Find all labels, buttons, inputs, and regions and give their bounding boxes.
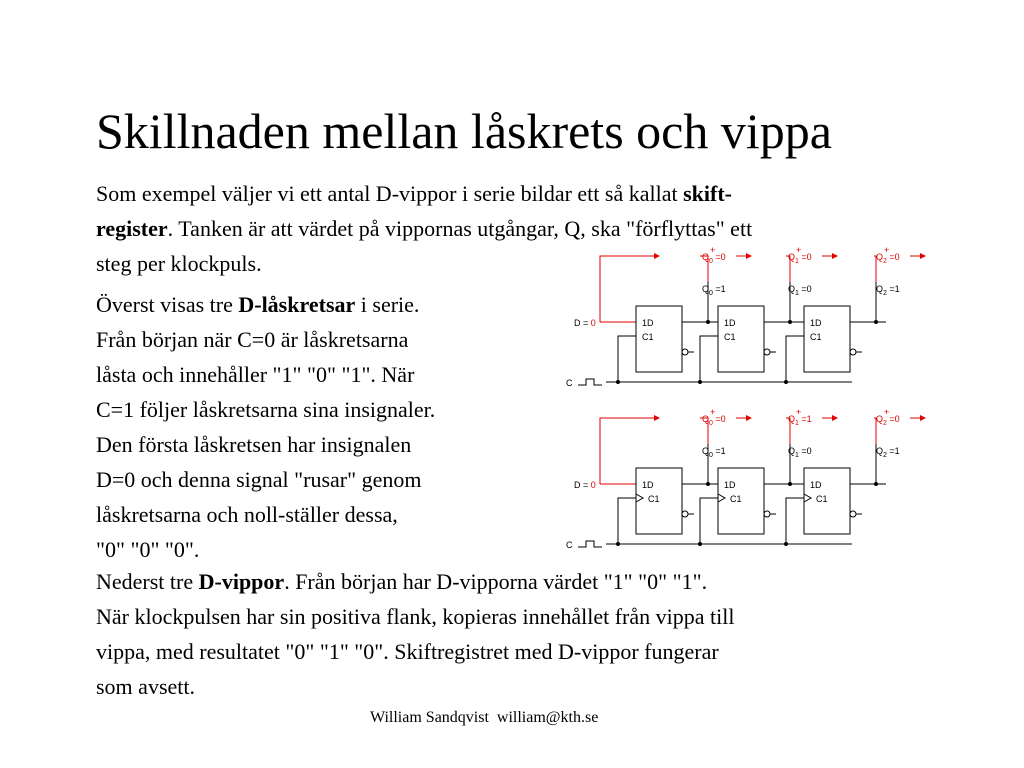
plus-mark: + [710, 245, 716, 255]
junction-dot [788, 482, 792, 486]
clock-branch-wire [618, 336, 636, 382]
junction-dot [784, 542, 788, 546]
arrow-head [832, 415, 838, 421]
q-future-label: $Q_0 =0$ [702, 252, 726, 265]
flipflop-register [566, 407, 926, 550]
latch-line: Den första låskretsen har insignalen [96, 432, 412, 457]
junction-dot [706, 482, 710, 486]
plus-mark: + [796, 407, 802, 417]
box-label-1d: 1D [724, 480, 736, 490]
latch-line: "0" "0" "0". [96, 537, 200, 562]
intro-line-2-text: . Tanken är att värdet på vippornas utgångar, Q, ska "förflyttas" ett [167, 216, 753, 241]
inverted-output-bubble [850, 511, 856, 517]
q-future-label: $Q_1 =1$ [788, 414, 812, 427]
plus-mark: + [796, 245, 802, 255]
q-future-label: $Q_1 =0$ [788, 252, 812, 265]
arrow-head [832, 253, 838, 259]
box-label-c1: C1 [810, 332, 822, 342]
box-label-c1: C1 [724, 332, 736, 342]
box-label-c1: C1 [642, 332, 654, 342]
d-input-label: D = 0 [574, 480, 596, 490]
junction-dot [784, 380, 788, 384]
box-label-1d: 1D [642, 480, 654, 490]
term-skiftregister-part-2: register [96, 216, 168, 241]
q-current-label: $Q_1 =0$ [788, 446, 812, 459]
clock-branch-wire [700, 336, 718, 382]
q-future-label: $Q_2 =0$ [876, 414, 900, 427]
junction-dot [706, 320, 710, 324]
latch-line-1-text: Överst visas tre [96, 292, 239, 317]
inverted-output-bubble [764, 511, 770, 517]
inverted-output-bubble [764, 349, 770, 355]
flipflop-paragraph [96, 564, 976, 704]
box-label-c1: C1 [730, 494, 742, 504]
junction-dot [616, 542, 620, 546]
flipflop-line-1 [96, 564, 976, 599]
intro-line-2 [96, 211, 976, 246]
junction-dot [874, 482, 878, 486]
junction-dot [698, 542, 702, 546]
clock-branch-wire [700, 498, 718, 544]
latch-register [566, 245, 926, 388]
flipflop-line: När klockpulsen har sin positiva flank, kopieras innehållet från vippa till [96, 604, 735, 629]
box-label-c1: C1 [816, 494, 828, 504]
plus-mark: + [710, 407, 716, 417]
latch-line: C=1 följer låskretsarna sina insignaler. [96, 397, 436, 422]
latch-line-1 [96, 287, 566, 322]
arrow-head [654, 253, 660, 259]
latch-line: D=0 och denna signal "rusar" genom [96, 467, 422, 492]
box-label-1d: 1D [810, 318, 822, 328]
clock-label: C [566, 540, 573, 550]
q-current-label: $Q_2 =1$ [876, 284, 900, 297]
q-current-label: $Q_0 =1$ [702, 446, 726, 459]
arrow-head [920, 415, 926, 421]
latch-line: låskretsarna och noll-ställer dessa, [96, 502, 398, 527]
red-signal-wire [874, 418, 876, 444]
box-label-1d: 1D [724, 318, 736, 328]
arrow-head [920, 253, 926, 259]
arrow-head [746, 415, 752, 421]
term-d-laskretsar: D-låskretsar [238, 292, 356, 317]
q-future-label: $Q_2 =0$ [876, 252, 900, 265]
junction-dot [698, 380, 702, 384]
q-current-label: $Q_0 =1$ [702, 284, 726, 297]
arrow-head [746, 253, 752, 259]
intro-line-1-text: Som exempel väljer vi ett antal D-vippor i serie bildar ett så kallat [96, 181, 684, 206]
junction-dot [616, 380, 620, 384]
latch-paragraph [96, 287, 566, 567]
latch-line: låsta och innehåller "1" "0" "1". När [96, 362, 415, 387]
q-current-label: $Q_2 =1$ [876, 446, 900, 459]
inverted-output-bubble [682, 511, 688, 517]
clock-label: C [566, 378, 573, 388]
slide-title: Skillnaden mellan låskrets och vippa [96, 103, 832, 159]
clock-pulse [578, 379, 602, 385]
flipflop-line-1-text: Nederst tre [96, 569, 199, 594]
latch-line: Från början när C=0 är låskretsarna [96, 327, 409, 352]
flipflop-line-1-end: . Från början har D-vipporna värdet "1" "0" "1". [284, 569, 708, 594]
d-input-label: D = 0 [574, 318, 596, 328]
footer-email: william@kth.se [496, 709, 599, 726]
footer-author: William Sandqvist [370, 709, 489, 726]
box-label-1d: 1D [642, 318, 654, 328]
q-future-label: $Q_0 =0$ [702, 414, 726, 427]
box-label-c1: C1 [648, 494, 660, 504]
junction-dot [874, 320, 878, 324]
plus-mark: + [884, 407, 890, 417]
inverted-output-bubble [850, 349, 856, 355]
flipflop-line: som avsett. [96, 674, 195, 699]
red-signal-wire [874, 256, 876, 282]
term-d-vippor: D-vippor [198, 569, 285, 594]
junction-dot [788, 320, 792, 324]
intro-line-3: steg per klockpuls. [96, 251, 262, 276]
arrow-head [654, 415, 660, 421]
plus-mark: + [884, 245, 890, 255]
clock-branch-wire [786, 498, 804, 544]
box-label-1d: 1D [810, 480, 822, 490]
clock-branch-wire [618, 498, 636, 544]
clock-branch-wire [786, 336, 804, 382]
term-skiftregister-part-1: skift- [683, 181, 732, 206]
footer [370, 708, 598, 728]
shift-register-diagram [562, 244, 952, 556]
clock-pulse [578, 541, 602, 547]
intro-line-1 [96, 176, 976, 211]
flipflop-line: vippa, med resultatet "0" "1" "0". Skiftregistret med D-vippor fungerar [96, 639, 719, 664]
q-current-label: $Q_1 =0$ [788, 284, 812, 297]
inverted-output-bubble [682, 349, 688, 355]
latch-line-1-end: i serie. [355, 292, 420, 317]
